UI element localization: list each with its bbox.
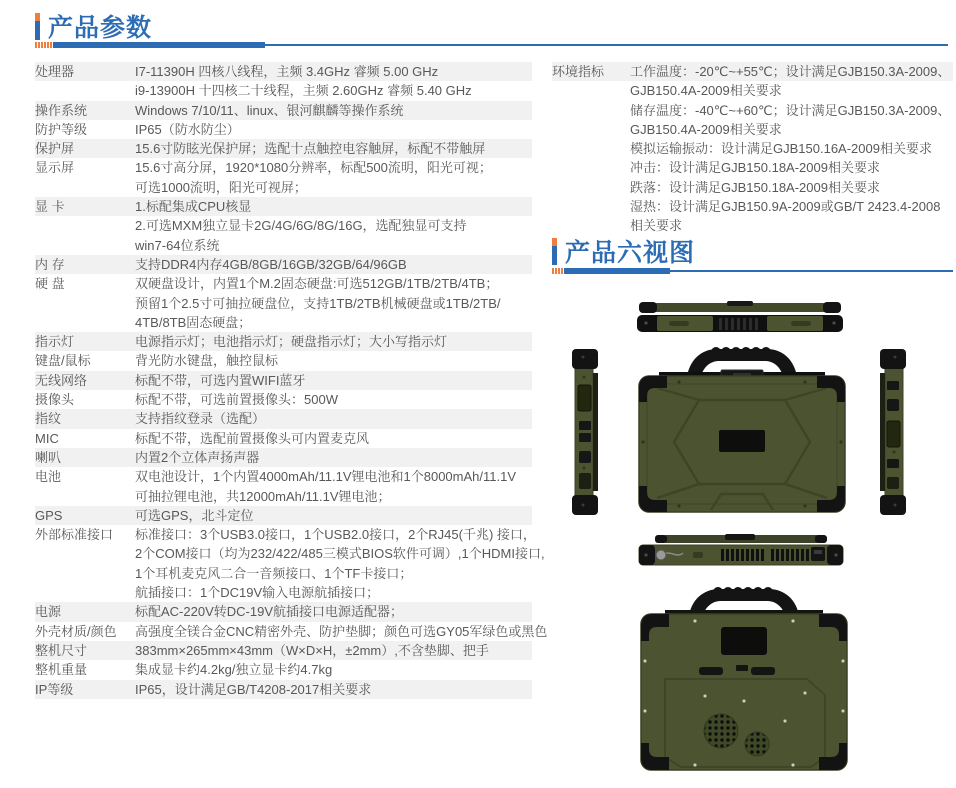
spec-label: 摄像头 xyxy=(35,392,75,408)
table-row xyxy=(35,429,532,448)
spec-value-line: 15.6寸高分屏，1920*1080分辨率，标配500流明，阳光可视； xyxy=(135,160,492,176)
table-row xyxy=(35,371,532,390)
spec-value xyxy=(135,390,532,409)
spec-value xyxy=(135,622,548,641)
table-row xyxy=(35,409,532,428)
spec-value-line: 支持指纹登录（选配） xyxy=(135,411,266,427)
spec-label: IP等级 xyxy=(35,681,74,697)
underline-thin-segment xyxy=(670,270,953,272)
spec-value-line: GJB150.4A-2009相关要求 xyxy=(630,83,782,99)
spec-value xyxy=(135,62,532,81)
spec-label: 无线网络 xyxy=(35,372,88,388)
spec-value-line: 内置2个立体声扬声器 xyxy=(135,449,260,465)
laptop-left-side-view-image xyxy=(570,347,604,517)
table-row xyxy=(35,448,532,467)
spec-value-line: 可选1000流明，阳光可视屏； xyxy=(135,179,307,195)
spec-value xyxy=(630,62,953,81)
table-row xyxy=(35,351,532,370)
table-row xyxy=(35,120,532,139)
spec-label: 防护等级 xyxy=(35,121,88,137)
spec-table xyxy=(35,62,548,699)
title-accent-bar xyxy=(552,238,557,265)
spec-label: 键盘/鼠标 xyxy=(35,353,91,369)
table-row xyxy=(35,467,532,506)
spec-value-line: 15.6寸防眩光保护屏；选配十点触控电容触屏，标配不带触屏 xyxy=(135,141,486,157)
spec-label: MIC xyxy=(35,430,59,446)
spec-value-line: 标配不带，可选前置摄像头：500W xyxy=(135,392,338,408)
table-row xyxy=(35,332,532,351)
spec-label: 外壳材质/颜色 xyxy=(35,623,117,639)
table-row xyxy=(35,139,532,158)
table-row xyxy=(35,216,532,255)
spec-value-line: 集成显卡约4.2kg/独立显卡约4.7kg xyxy=(135,662,333,678)
spec-value-line: 高强度全镁合金CNC精密外壳、防护垫脚；颜色可选GY05军绿色或黑色 xyxy=(135,623,548,639)
spec-label: 保护屏 xyxy=(35,141,75,157)
underline-thick-segment xyxy=(53,42,265,48)
table-row xyxy=(552,62,953,81)
spec-label: 硬 盘 xyxy=(35,276,65,292)
spec-label: 环境指标 xyxy=(552,64,605,79)
spec-value xyxy=(135,371,532,390)
spec-label xyxy=(552,81,630,235)
spec-value-line: 双电池设计，1个内置4000mAh/11.1V锂电池和1个8000mAh/11.1V xyxy=(135,469,516,485)
title-accent-bar xyxy=(35,13,40,40)
page-title: 产品参数 xyxy=(48,14,153,42)
spec-label xyxy=(35,81,135,100)
laptop-top-view-image xyxy=(633,340,851,518)
spec-value-line: 可抽拉锂电池，共12000mAh/11.1V锂电池； xyxy=(135,488,391,504)
spec-value-line: 双硬盘设计，内置1个M.2固态硬盘:可选512GB/1TB/2TB/4TB； xyxy=(135,276,499,292)
spec-value-line: I7-11390H 四核八线程，主频 3.4GHz 睿频 5.00 GHz xyxy=(135,64,439,79)
table-row xyxy=(35,680,532,699)
spec-value-line: 标配不带，选配前置摄像头可内置麦克风 xyxy=(135,430,370,446)
table-row xyxy=(35,506,532,525)
spec-label: 内 存 xyxy=(35,256,65,272)
spec-value-line: 相关要求 xyxy=(630,218,683,234)
spec-value-line: 预留1个2.5寸可抽拉硬盘位，支持1TB/2TB机械硬盘或1TB/2TB/ xyxy=(135,295,501,311)
table-row xyxy=(35,255,532,274)
spec-value xyxy=(135,660,532,679)
table-row xyxy=(35,602,532,621)
spec-value xyxy=(135,467,532,506)
spec-value-line: 可选GPS，北斗定位 xyxy=(135,507,254,523)
spec-value-line: 工作温度：-20℃~+55℃；设计满足GJB150.3A-2009、 xyxy=(630,64,951,79)
spec-value-line: 2个COM接口（均为232/422/485三模式BIOS软件可调）,1个HDMI接口, xyxy=(135,546,545,562)
spec-label: 指示灯 xyxy=(35,334,75,350)
spec-value xyxy=(135,525,545,602)
spec-value-line: 383mm×265mm×43mm（W×D×H，±2mm）,不含垫脚、把手 xyxy=(135,642,489,658)
spec-label: 喇叭 xyxy=(35,449,62,465)
spec-value xyxy=(630,81,953,235)
spec-label: 显 卡 xyxy=(35,199,65,215)
spec-label: 电池 xyxy=(35,469,62,485)
spec-value xyxy=(135,101,532,120)
table-row xyxy=(35,62,532,81)
spec-value-line: 标配AC-220V转DC-19V航插接口电源适配器； xyxy=(135,604,403,620)
spec-value-line: 模拟运输振动：设计满足GJB150.16A-2009相关要求 xyxy=(630,141,932,157)
spec-value xyxy=(135,216,532,255)
spec-value xyxy=(135,641,532,660)
table-row xyxy=(35,158,532,197)
spec-value xyxy=(135,274,532,332)
laptop-front-edge-view-image xyxy=(637,533,845,567)
spec-label: 处理器 xyxy=(35,64,75,79)
spec-value-line: 4TB/8TB固态硬盘； xyxy=(135,314,252,330)
six-views-gallery xyxy=(552,278,956,788)
spec-value xyxy=(135,158,532,197)
table-row xyxy=(35,390,532,409)
spec-value-line: GJB150.4A-2009相关要求 xyxy=(630,121,782,137)
table-row xyxy=(35,622,548,641)
section-six-views xyxy=(552,233,695,269)
underline-thick-segment xyxy=(564,268,670,274)
spec-label: 外部标准接口 xyxy=(35,527,114,543)
env-table xyxy=(552,62,953,236)
spec-value-line: 冲击：设计满足GJB150.18A-2009相关要求 xyxy=(630,160,880,176)
table-row xyxy=(35,660,532,679)
title-underline xyxy=(552,268,953,274)
underline-thin-segment xyxy=(265,44,948,46)
spec-value xyxy=(135,409,532,428)
spec-label: 指纹 xyxy=(35,411,62,427)
spec-value-line: Windows 7/10/11、linux、银河麒麟等操作系统 xyxy=(135,102,404,118)
laptop-rear-edge-view-image xyxy=(635,300,845,334)
spec-value-line: 标配不带，可选内置WIFI蓝牙 xyxy=(135,372,306,388)
table-row xyxy=(35,274,532,332)
table-row xyxy=(35,525,545,602)
spec-value-line: 1个耳机麦克风二合一音频接口、1个TF卡接口； xyxy=(135,565,413,581)
spec-value xyxy=(135,197,532,216)
spec-value xyxy=(135,680,532,699)
spec-value-line: win7-64位系统 xyxy=(135,237,220,253)
spec-value xyxy=(135,506,532,525)
spec-value xyxy=(135,120,532,139)
spec-value-line: 背光防水键盘，触控鼠标 xyxy=(135,353,279,369)
spec-label: 显示屏 xyxy=(35,160,75,176)
spec-value xyxy=(135,255,532,274)
table-row xyxy=(35,197,532,216)
spec-label: GPS xyxy=(35,507,63,523)
laptop-bottom-view-image xyxy=(635,581,853,777)
spec-value-line: IP65，设计满足GB/T4208-2017相关要求 xyxy=(135,681,372,697)
spec-label: 整机尺寸 xyxy=(35,642,88,658)
spec-value xyxy=(135,351,532,370)
underline-orange-dashes xyxy=(35,42,52,48)
table-row xyxy=(552,81,953,235)
table-row xyxy=(35,641,532,660)
table-row xyxy=(35,81,532,100)
section-product-params xyxy=(35,8,152,44)
spec-value xyxy=(135,429,532,448)
spec-value-line: IP65（防水防尘） xyxy=(135,121,240,137)
spec-value xyxy=(135,81,532,100)
spec-value-line: 湿热：设计满足GJB150.9A-2009或GB/T 2423.4-2008 xyxy=(630,199,941,215)
spec-value xyxy=(135,139,532,158)
spec-value xyxy=(135,332,532,351)
laptop-right-side-view-image xyxy=(874,347,908,517)
spec-value-line: 支持DDR4内存4GB/8GB/16GB/32GB/64/96GB xyxy=(135,256,407,272)
spec-value xyxy=(135,448,532,467)
spec-value-line: 储存温度：-40℃~+60℃；设计满足GJB150.3A-2009、 xyxy=(630,102,951,118)
spec-value-line: 1.标配集成CPU核显 xyxy=(135,199,252,215)
spec-label: 整机重量 xyxy=(35,662,88,678)
table-row xyxy=(35,101,532,120)
spec-value-line: 电源指示灯；电池指示灯；硬盘指示灯；大小写指示灯 xyxy=(135,334,448,350)
six-views-title: 产品六视图 xyxy=(565,239,696,267)
title-underline xyxy=(35,42,948,48)
spec-value-line: 2.可选MXM独立显卡2G/4G/6G/8G/16G，选配独显可支持 xyxy=(135,218,467,234)
spec-label xyxy=(35,216,135,255)
spec-value-line: i9-13900H 十四核二十线程，主频 2.60GHz 睿频 5.40 GHz xyxy=(135,83,472,99)
spec-label: 操作系统 xyxy=(35,102,88,118)
spec-value-line: 跌落：设计满足GJB150.18A-2009相关要求 xyxy=(630,179,880,195)
spec-value-line: 航插接口：1个DC19V输入电源航插接口； xyxy=(135,585,380,601)
spec-label: 电源 xyxy=(35,604,62,620)
spec-value xyxy=(135,602,532,621)
spec-value-line: 标准接口：3个USB3.0接口，1个USB2.0接口，2个RJ45(千兆) 接口， xyxy=(135,527,536,543)
